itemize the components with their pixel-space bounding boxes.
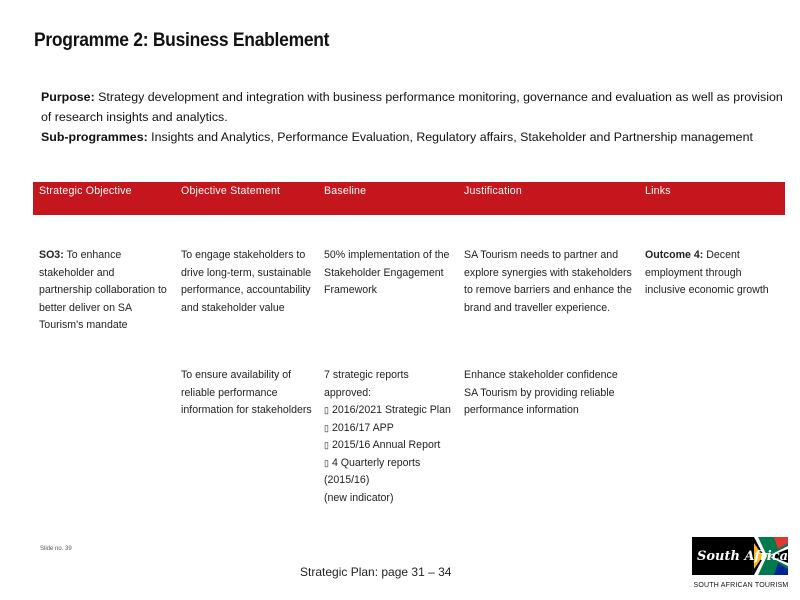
header-baseline: Baseline (318, 182, 458, 215)
subprogrammes-paragraph (41, 127, 791, 147)
table-row (33, 215, 785, 337)
footer-text: Strategic Plan: page 31 – 34 (300, 565, 452, 579)
outcome-text: Decent employment through inclusive economic growth (645, 249, 769, 296)
header-objective-statement: Objective Statement (175, 182, 318, 215)
purpose-text: Strategy development and integration with business performance monitoring, governance and evaluation as well as provision of research insights and analytics. (41, 90, 783, 124)
subprogrammes-label: Sub-programmes: (41, 130, 148, 144)
strategic-objective-cell (33, 337, 175, 507)
page-title: Programme 2: Business Enablement (34, 30, 330, 51)
links-cell (639, 337, 785, 507)
outcome-label: Outcome 4: (645, 249, 704, 261)
links-cell (639, 215, 785, 337)
purpose-block (41, 87, 791, 147)
slide-number: Slide no. 39 (40, 546, 72, 552)
logo-script-text: South Africa (697, 549, 788, 564)
baseline-intro: 7 strategic reports approved: (324, 369, 409, 399)
purpose-paragraph (41, 87, 791, 127)
justification-cell: Enhance stakeholder confidence SA Tourism by providing reliable performance information (464, 369, 618, 416)
baseline-list-item: ▯ 2016/2021 Strategic Plan (324, 402, 452, 420)
baseline-list-item: ▯ 2016/17 APP (324, 420, 452, 438)
baseline-note: (new indicator) (324, 491, 394, 504)
objective-statement-cell: To ensure availability of reliable performance information for stakeholders (181, 369, 312, 416)
baseline-cell: 50% implementation of the Stakeholder Engagement Framework (324, 249, 450, 296)
logo-caption: SOUTH AFRICAN TOURISM (693, 582, 789, 589)
table-header-row (33, 182, 785, 215)
baseline-list-item: ▯ 2015/16 Annual Report (324, 437, 452, 455)
justification-cell: SA Tourism needs to partner and explore synergies with stakeholders to remove barriers and enhance the brand and traveller experience. (464, 249, 632, 314)
baseline-cell (318, 337, 458, 507)
subprogrammes-text: Insights and Analytics, Performance Evaluation, Regulatory affairs, Stakeholder and Partnership management (147, 130, 753, 144)
south-african-tourism-logo (692, 537, 790, 593)
objective-statement-cell: To engage stakeholders to drive long-term, sustainable performance, accountability and stakeholder value (181, 249, 312, 314)
header-links: Links (639, 182, 785, 215)
purpose-label: Purpose: (41, 90, 95, 104)
objectives-table (33, 182, 785, 507)
baseline-list-item: ▯ 4 Quarterly reports (2015/16) (324, 455, 452, 490)
header-justification: Justification (458, 182, 639, 215)
strategic-objective-cell (33, 215, 175, 337)
objective-text: To enhance stakeholder and partnership collaboration to better deliver on SA Tourism's mandate (39, 249, 167, 331)
header-strategic-objective: Strategic Objective (33, 182, 175, 215)
objective-label: SO3: (39, 249, 64, 261)
logo-flag-icon (692, 537, 788, 575)
table-row (33, 337, 785, 507)
